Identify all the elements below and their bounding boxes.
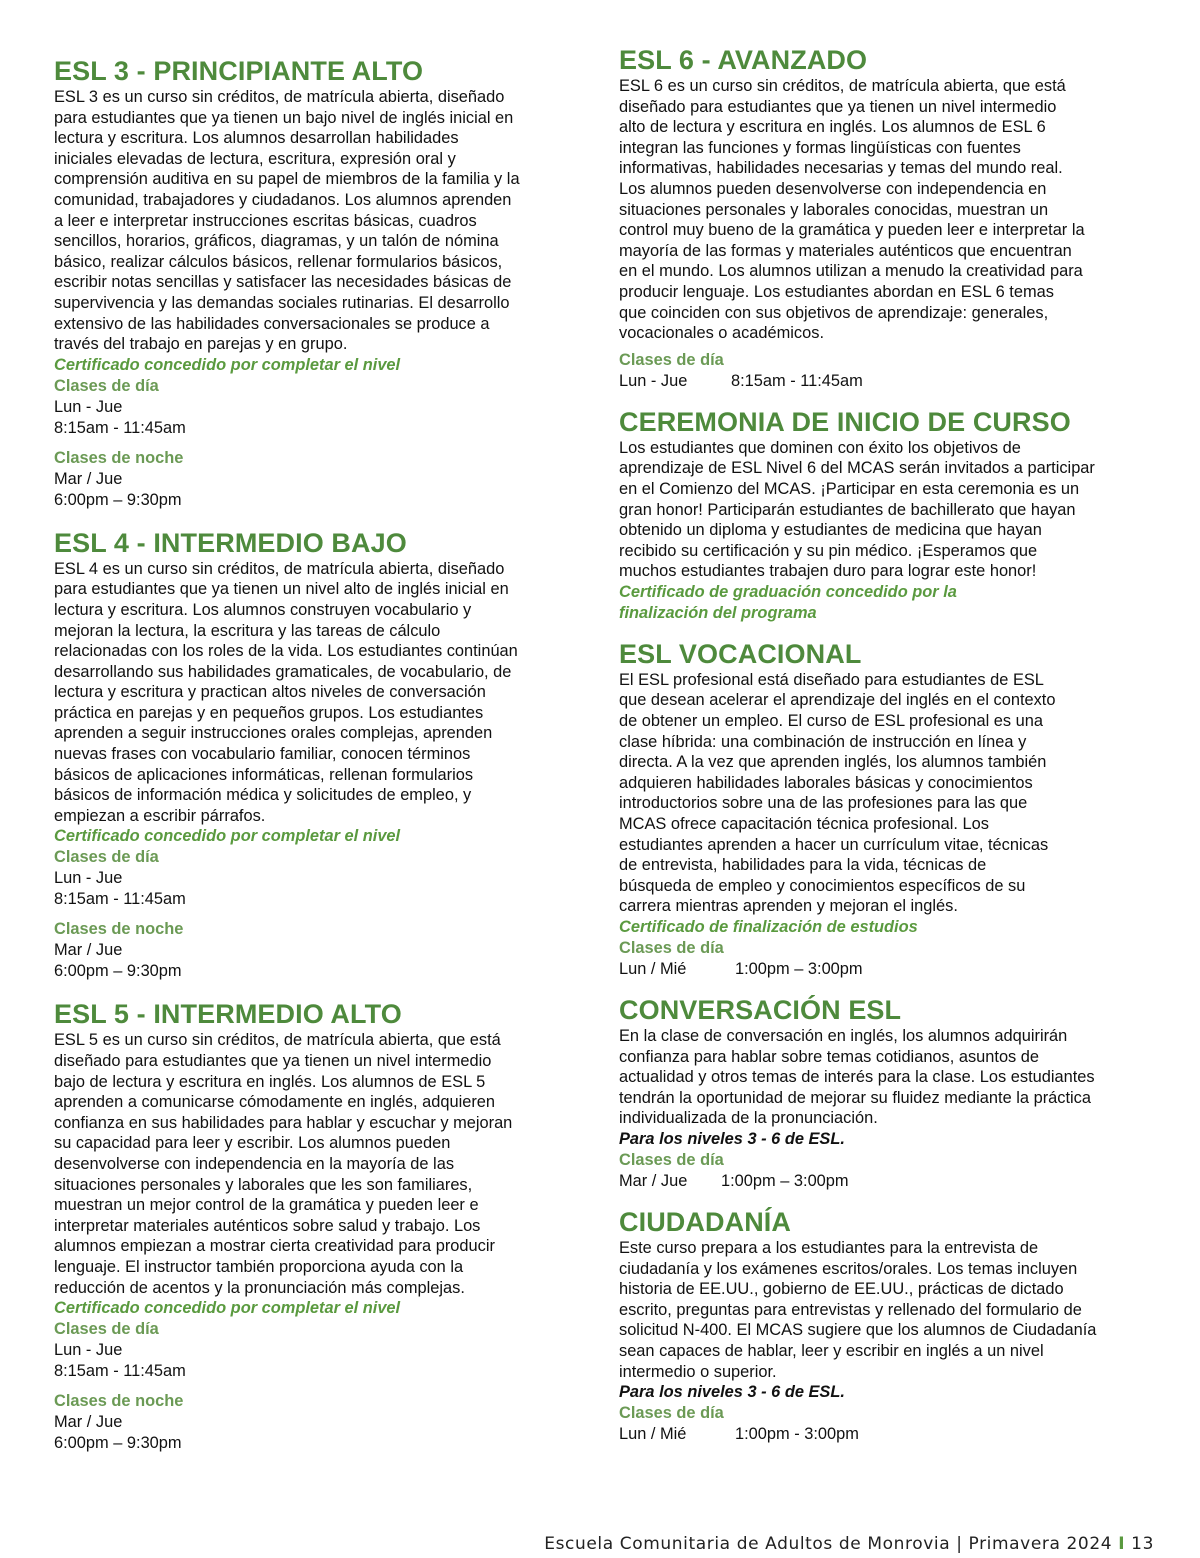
body-line: confianza en sus habilidades para hablar y escuchar y mejoran: [54, 1113, 513, 1132]
body-line: su capacidad para leer y escribir. Los alumnos pueden: [54, 1134, 451, 1153]
body-line: reducción de acentos y la pronunciación más complejas.: [54, 1278, 465, 1297]
body-line: solicitud N-400. El MCAS sugiere que los alumnos de Ciudadanía: [619, 1321, 1097, 1340]
conversation-section: [619, 994, 1149, 1192]
body-line: ciudadanía y los exámenes escritos/orales. Los temas incluyen: [619, 1259, 1078, 1278]
body-line: interpretar materiales auténticos sobre salud y trabajo. Los: [54, 1216, 481, 1235]
body-line: alto de lectura y escritura en inglés. Los alumnos de ESL 6: [619, 118, 1046, 137]
vocational-certificate: Certificado de finalización de estudios: [619, 918, 918, 936]
body-line: desarrollando sus habilidades gramaticales, de vocabulario, de: [54, 662, 512, 681]
night-classes-label: Clases de noche: [54, 1392, 184, 1411]
day-classes-days: Lun - Jue: [54, 397, 123, 416]
body-line: aprendizaje de ESL Nivel 6 del MCAS serán invitados a participar: [619, 459, 1095, 478]
body-line: introductorios sobre una de las profesiones para las que: [619, 794, 1028, 813]
day-classes-label: Clases de día: [54, 376, 159, 395]
body-line: intermedio o superior.: [619, 1362, 777, 1381]
ceremony-description: [619, 438, 1149, 582]
ceremony-title: CEREMONIA DE INICIO DE CURSO: [619, 406, 1071, 437]
right-column: [619, 44, 1149, 1459]
body-line: muestran un mejor control de la gramática y pueden leer e: [54, 1196, 479, 1215]
body-line: ESL 6 es un curso sin créditos, de matrícula abierta, que está: [619, 77, 1066, 95]
body-line: ESL 3 es un curso sin créditos, de matrícula abierta, diseñado: [54, 88, 505, 106]
body-line: informativas, habilidades necesarias y temas del mundo real.: [619, 159, 1063, 178]
body-line: En la clase de conversación en inglés, los alumnos adquirirán: [619, 1027, 1068, 1045]
citizenship-title: CIUDADANÍA: [619, 1206, 791, 1237]
body-line: El ESL profesional está diseñado para estudiantes de ESL: [619, 670, 1044, 689]
esl3-description: [54, 87, 574, 355]
footer-separator: I: [1118, 1534, 1126, 1554]
body-line: práctica en parejas y en pequeños grupos. Los estudiantes: [54, 703, 484, 722]
body-line: confianza para hablar sobre temas cotidianos, asuntos de: [619, 1047, 1040, 1066]
body-line: escribir notas sencillas y satisfacer las necesidades básicas de: [54, 273, 512, 292]
cert-line: Certificado de graduación concedido por la: [619, 582, 957, 601]
body-line: estudiantes aprenden a hacer un currículum vitae, técnicas: [619, 835, 1049, 854]
body-line: que coinciden con sus objetivos de aprendizaje: generales,: [619, 303, 1049, 322]
body-line: extensivo de las habilidades conversacionales se produce a: [54, 314, 490, 333]
body-line: situaciones personales y laborales conocidas, muestran un: [619, 200, 1049, 219]
body-line: para estudiantes que ya tienen un bajo nivel de inglés inicial en: [54, 108, 514, 127]
body-line: comunidad, trabajadores y ciudadanos. Los alumnos aprenden: [54, 190, 512, 209]
ceremony-certificate: [619, 582, 1149, 624]
body-line: escrito, preguntas para entrevistas y rellenado del formulario de: [619, 1300, 1082, 1319]
day-classes-time: 1:00pm – 3:00pm: [721, 1171, 849, 1190]
day-classes-time: 8:15am - 11:45am: [54, 1362, 186, 1381]
day-classes-days: Lun - Jue: [619, 371, 688, 390]
night-classes-time: 6:00pm – 9:30pm: [54, 962, 182, 981]
page-footer: [544, 1533, 1154, 1555]
esl6-title: ESL 6 - AVANZADO: [619, 45, 868, 75]
esl4-title: ESL 4 - INTERMEDIO BAJO: [54, 527, 407, 558]
body-line: historia de EE.UU., gobierno de EE.UU., prácticas de dictado: [619, 1280, 1064, 1299]
day-classes-days: Lun - Jue: [54, 1341, 123, 1360]
body-line: clase híbrida: una combinación de instrucción en línea y: [619, 732, 1027, 751]
body-line: control muy bueno de la gramática y pueden leer e interpretar la: [619, 221, 1085, 240]
night-classes-time: 6:00pm – 9:30pm: [54, 490, 182, 509]
esl5-title: ESL 5 - INTERMEDIO ALTO: [54, 999, 402, 1030]
body-line: Este curso prepara a los estudiantes para la entrevista de: [619, 1238, 1039, 1257]
body-line: través del trabajo en parejas y en grupo.: [54, 335, 348, 354]
vocational-section: [619, 638, 1149, 980]
body-line: muchos estudiantes trabajen duro para lograr este honor!: [619, 562, 1037, 581]
body-line: situaciones personales y laborales que les son familiares,: [54, 1175, 473, 1194]
body-line: mejoran la lectura, la escritura y las tareas de cálculo: [54, 621, 441, 640]
footer-text: Escuela Comunitaria de Adultos de Monrovia | Primavera 2024: [544, 1534, 1113, 1554]
esl4-section: [54, 527, 574, 983]
esl5-description: [54, 1030, 574, 1298]
body-line: mayoría de las formas y materiales auténticos que encuentran: [619, 241, 1072, 260]
body-line: desenvolverse con independencia en la mayoría de las: [54, 1155, 455, 1173]
citizenship-description: [619, 1238, 1149, 1382]
day-classes-label: Clases de día: [619, 1404, 724, 1423]
body-line: individualizada de la pronunciación.: [619, 1109, 878, 1128]
body-line: sean capaces de hablar, leer y escribir en inglés a un nivel: [619, 1341, 1044, 1360]
night-classes-days: Mar / Jue: [54, 469, 123, 488]
body-line: que desean acelerar el aprendizaje del inglés en el contexto: [619, 691, 1056, 710]
day-classes-schedule: [619, 371, 1149, 392]
esl6-section: [619, 44, 1149, 392]
body-line: ESL 5 es un curso sin créditos, de matrícula abierta, que está: [54, 1031, 501, 1050]
body-line: básicos de información médica y solicitudes de empleo, y: [54, 786, 472, 805]
body-line: aprenden a seguir instrucciones orales complejas, aprenden: [54, 724, 493, 743]
day-classes-label: Clases de día: [619, 350, 724, 369]
night-classes-label: Clases de noche: [54, 920, 184, 939]
body-line: recibido su certificación y su pin médico. ¡Esperamos que: [619, 541, 1038, 560]
body-line: de obtener un empleo. El curso de ESL profesional es una: [619, 712, 1044, 731]
body-line: actualidad y otros temas de interés para la clase. Los estudiantes: [619, 1068, 1095, 1087]
body-line: de entrevista, habilidades para la vida, técnicas de: [619, 856, 987, 875]
body-line: integran las funciones y formas lingüísticas con fuentes: [619, 138, 1021, 157]
day-classes-time: 8:15am - 11:45am: [54, 418, 186, 437]
body-line: iniciales elevadas de lectura, escritura, expresión oral y: [54, 149, 456, 168]
day-classes-days: Lun / Mié: [619, 960, 687, 978]
esl6-description: [619, 76, 1149, 344]
body-line: directa. A la vez que aprenden inglés, los alumnos también: [619, 753, 1047, 772]
day-classes-time: 1:00pm – 3:00pm: [735, 960, 863, 978]
body-line: lectura y escritura y practican altos niveles de conversación: [54, 683, 486, 702]
esl4-description: [54, 559, 574, 827]
body-line: búsqueda de empleo y conocimientos específicos de su: [619, 876, 1026, 895]
body-line: básico, realizar cálculos básicos, rellenar formularios básicos,: [54, 252, 503, 271]
body-line: adquieren habilidades laborales básicas y conocimientos: [619, 773, 1033, 792]
body-line: supervivencia y las demandas sociales rutinarias. El desarrollo: [54, 293, 510, 312]
body-line: en el Comienzo del MCAS. ¡Participar en esta ceremonia es un: [619, 479, 1080, 498]
left-column: [54, 55, 574, 1470]
day-classes-time: 8:15am - 11:45am: [54, 890, 186, 909]
night-classes-time: 6:00pm – 9:30pm: [54, 1434, 182, 1453]
vocational-description: [619, 670, 1149, 917]
citizenship-section: [619, 1206, 1149, 1445]
day-classes-label: Clases de día: [619, 1150, 724, 1169]
day-classes-schedule: [619, 1424, 1149, 1445]
esl5-certificate: Certificado concedido por completar el nivel: [54, 1299, 401, 1318]
night-classes-days: Mar / Jue: [54, 941, 123, 960]
body-line: diseñado para estudiantes que ya tienen un nivel intermedio: [54, 1052, 492, 1071]
body-line: diseñado para estudiantes que ya tienen un nivel intermedio: [619, 97, 1057, 116]
night-classes-label: Clases de noche: [54, 448, 184, 467]
body-line: lectura y escritura. Los alumnos construyen vocabulario y: [54, 600, 472, 619]
body-line: obtenido un diploma y estudiantes de medicina que hayan: [619, 521, 1042, 540]
body-line: a leer e interpretar instrucciones escritas básicas, cuadros: [54, 211, 477, 230]
body-line: Los estudiantes que dominen con éxito los objetivos de: [619, 438, 1021, 457]
day-classes-days: Lun / Mié: [619, 1425, 687, 1444]
citizenship-levels: Para los niveles 3 - 6 de ESL.: [619, 1383, 845, 1402]
body-line: en el mundo. Los alumnos utilizan a menudo la creatividad para: [619, 262, 1083, 281]
body-line: nuevas frases con vocabulario familiar, conocen términos: [54, 745, 471, 764]
conversation-description: [619, 1026, 1149, 1129]
body-line: tendrán la oportunidad de mejorar su fluidez mediante la práctica: [619, 1088, 1091, 1107]
body-line: relacionadas con los roles de la vida. Los estudiantes continúan: [54, 642, 518, 661]
vocational-title: ESL VOCACIONAL: [619, 638, 862, 669]
page-number: 13: [1131, 1534, 1154, 1554]
body-line: MCAS ofrece capacitación técnica profesional. Los: [619, 815, 989, 834]
day-classes-label: Clases de día: [54, 848, 159, 867]
day-classes-label: Clases de día: [619, 939, 724, 957]
body-line: lectura y escritura. Los alumnos desarrollan habilidades: [54, 129, 459, 148]
ceremony-section: [619, 406, 1149, 624]
day-classes-time: 8:15am - 11:45am: [731, 371, 863, 390]
esl4-certificate: Certificado concedido por completar el nivel: [54, 827, 401, 846]
body-line: producir lenguaje. Los estudiantes abordan en ESL 6 temas: [619, 282, 1054, 301]
day-classes-time: 1:00pm - 3:00pm: [735, 1425, 859, 1444]
day-classes-schedule: [619, 1171, 1149, 1192]
conversation-title: CONVERSACIÓN ESL: [619, 995, 902, 1025]
body-line: para estudiantes que ya tienen un nivel alto de inglés inicial en: [54, 580, 509, 599]
body-line: Los alumnos pueden desenvolverse con independencia en: [619, 179, 1047, 198]
body-line: comprensión auditiva en su papel de miembros de la familia y la: [54, 170, 520, 189]
body-line: vocacionales o académicos.: [619, 324, 824, 343]
day-classes-days: Mar / Jue: [619, 1171, 688, 1190]
day-classes-schedule: [619, 959, 1149, 980]
body-line: lenguaje. El instructor también proporciona ayuda con la: [54, 1257, 464, 1276]
body-line: básicos de aplicaciones informáticas, rellenan formularios: [54, 765, 474, 784]
day-classes-label: Clases de día: [54, 1320, 159, 1339]
body-line: alumnos empiezan a mostrar cierta creatividad para producir: [54, 1237, 495, 1256]
body-line: aprenden a comunicarse cómodamente en inglés, adquieren: [54, 1093, 496, 1112]
body-line: carrera mientras aprenden y mejoran el inglés.: [619, 897, 958, 916]
esl3-certificate: Certificado concedido por completar el nivel: [54, 355, 401, 374]
conversation-levels: Para los niveles 3 - 6 de ESL.: [619, 1129, 845, 1148]
body-line: empiezan a escribir párrafos.: [54, 806, 266, 825]
esl3-title: ESL 3 - PRINCIPIANTE ALTO: [54, 56, 424, 86]
body-line: gran honor! Participarán estudiantes de bachillerato que hayan: [619, 500, 1076, 519]
body-line: bajo de lectura y escritura en inglés. Los alumnos de ESL 5: [54, 1072, 486, 1091]
esl5-section: [54, 998, 574, 1454]
esl3-section: [54, 55, 574, 511]
body-line: sencillos, horarios, gráficos, diagramas, y un talón de nómina: [54, 232, 499, 251]
body-line: ESL 4 es un curso sin créditos, de matrícula abierta, diseñado: [54, 559, 505, 578]
cert-line: finalización del programa: [619, 603, 817, 622]
night-classes-days: Mar / Jue: [54, 1413, 123, 1432]
day-classes-days: Lun - Jue: [54, 869, 123, 888]
